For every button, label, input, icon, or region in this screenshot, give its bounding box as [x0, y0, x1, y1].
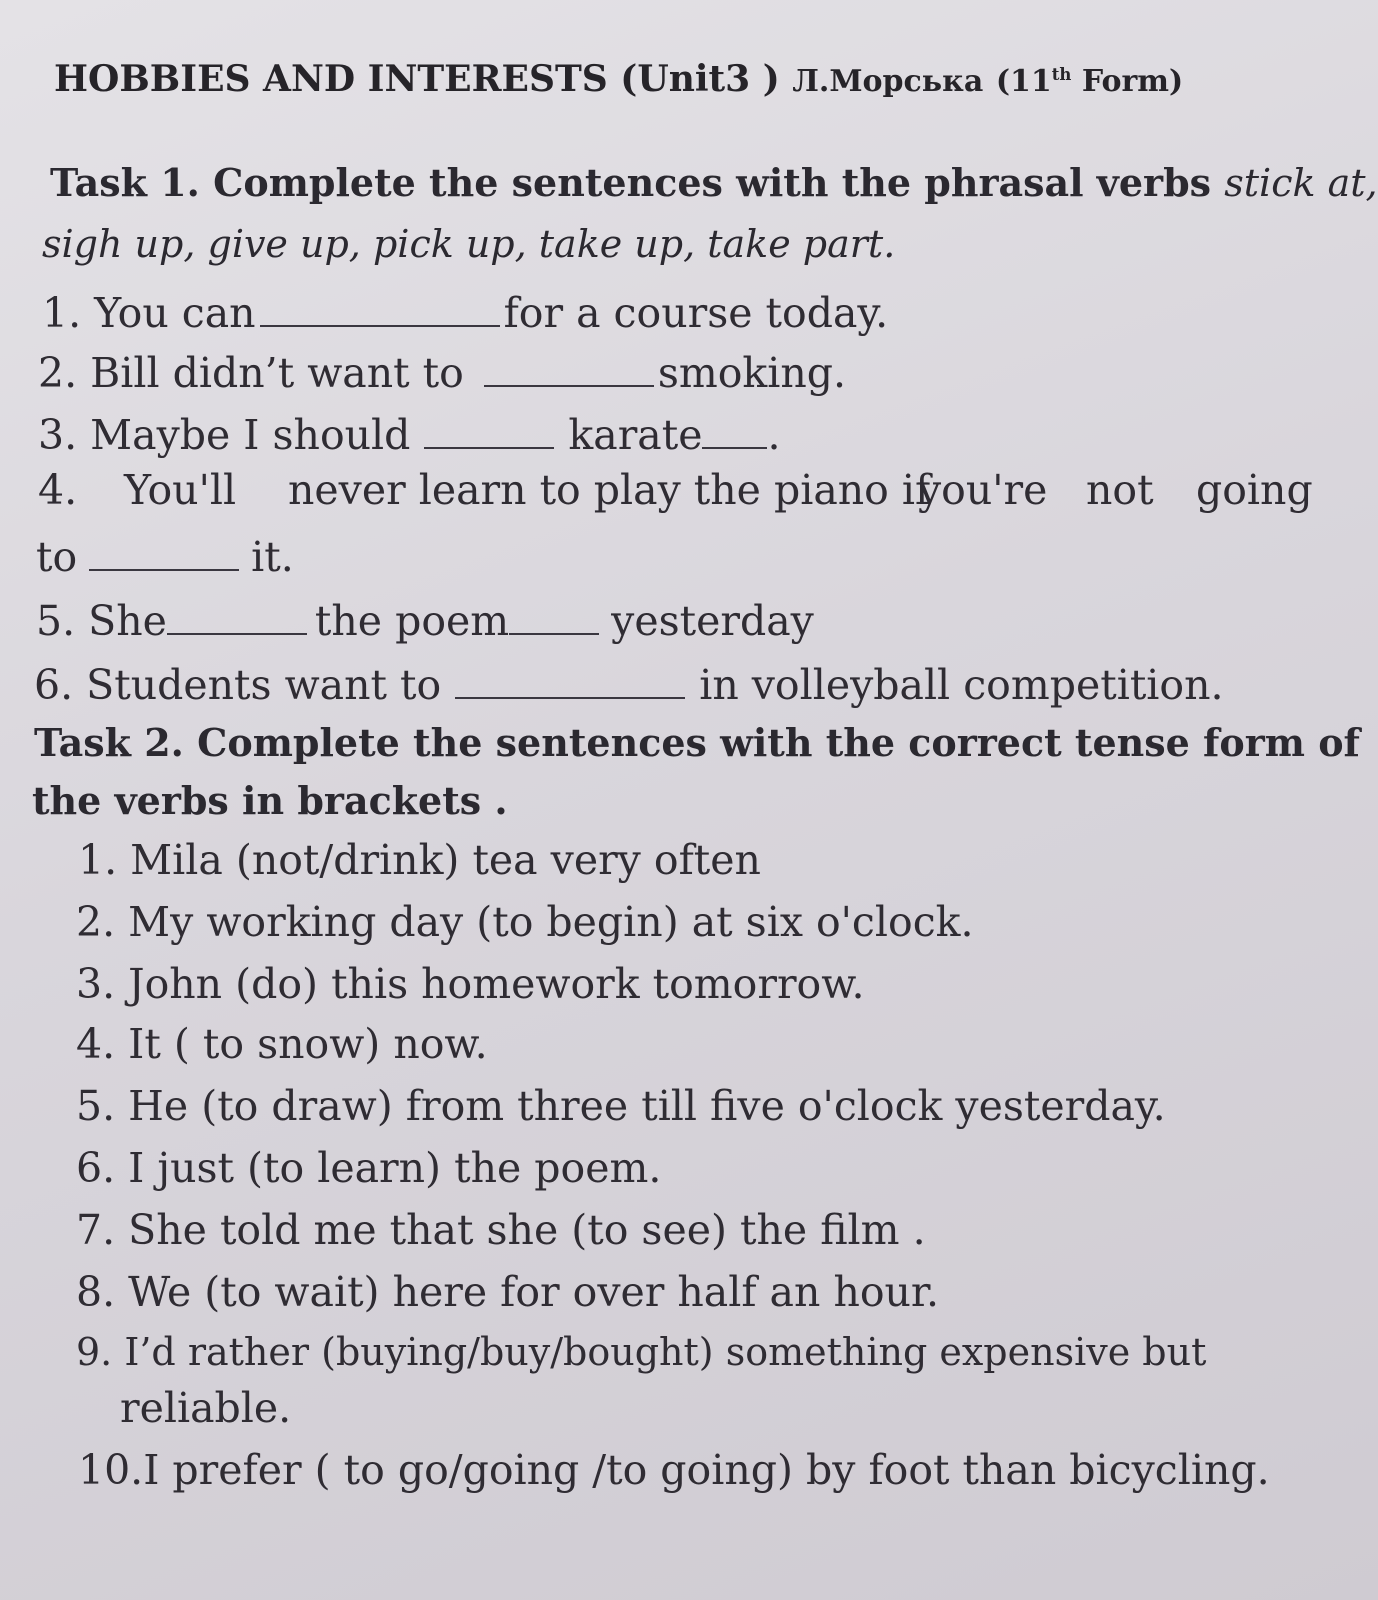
s3-part-b: karate	[568, 411, 703, 460]
s4-part-b: You'll	[124, 466, 237, 514]
task1-sentence-5	[36, 590, 814, 645]
s4-part-d: you're	[918, 466, 1048, 514]
s1-part-a: 1. You can	[42, 289, 256, 338]
task1-sentence-4	[38, 466, 1313, 514]
task2-item: 10.I prefer ( to go/going /to going) by foot than bicycling.	[78, 1446, 1270, 1494]
task1-sentence-4-cont	[36, 526, 294, 581]
task2-item: 2. My working day (to begin) at six o'clock.	[76, 898, 974, 946]
s5-part-a: 5. She	[36, 597, 167, 646]
task1-sentence-1	[42, 282, 888, 337]
task1-sentence-6	[34, 654, 1224, 709]
s2-part-a: 2. Bill didn’t want to	[38, 349, 464, 398]
task2-item: 5. He (to draw) from three till five o'clock yesterday.	[76, 1082, 1166, 1130]
task2-heading-1: Task 2. Complete the sentences with the correct tense form of	[34, 720, 1360, 765]
form-open: (11	[995, 64, 1052, 99]
s3-part-c: .	[767, 411, 781, 460]
task1-verbs-1: stick at,	[1224, 161, 1378, 205]
page-title	[54, 58, 1183, 100]
s5-blank-1	[167, 590, 307, 635]
s6-blank	[455, 654, 685, 699]
s3-part-a: 3. Maybe I should	[38, 411, 411, 460]
s1-blank	[260, 282, 500, 327]
s6-part-b: in volleyball competition.	[699, 661, 1224, 710]
s2-blank	[484, 342, 654, 387]
task1-sentence-2	[38, 342, 846, 397]
task1-sentence-3	[38, 404, 781, 459]
s4-part-f: going	[1196, 466, 1313, 514]
s5-part-b: the poem	[314, 597, 510, 646]
form-sup: th	[1051, 65, 1072, 84]
s4-part-a: 4.	[38, 466, 78, 514]
s4-blank	[89, 526, 239, 571]
task2-item-cont: reliable.	[120, 1384, 292, 1432]
task1-verbs-2: sigh up, give up, pick up, take up, take part.	[42, 222, 896, 266]
task2-item: 8. We (to wait) here for over half an hour.	[76, 1268, 940, 1316]
author-text: Л.Морська	[792, 64, 984, 99]
task2-item: 1. Mila (not/drink) tea very often	[78, 836, 761, 884]
s4-part-g: to	[36, 533, 78, 582]
form-close: Form)	[1071, 64, 1184, 99]
task1-heading	[50, 160, 1378, 205]
s4-part-c: never learn to play the piano if	[288, 466, 931, 514]
task2-item: 6. I just (to learn) the poem.	[76, 1144, 662, 1192]
s4-part-e: not	[1086, 466, 1154, 514]
task2-item: 4. It ( to snow) now.	[76, 1020, 488, 1068]
s2-part-b: smoking.	[657, 349, 847, 398]
s3-blank-1	[424, 404, 554, 449]
s5-part-c: yesterday	[611, 597, 814, 646]
task2-heading-2: the verbs in brackets .	[32, 778, 508, 823]
s3-blank-2	[702, 404, 767, 449]
title-text: HOBBIES AND INTERESTS (Unit3 )	[54, 58, 780, 100]
s4-part-h: it.	[251, 533, 294, 582]
form-label	[996, 64, 1183, 99]
s1-part-b: for a course today.	[503, 289, 889, 338]
task2-item: 9. I’d rather (buying/buy/bought) something expensive but	[76, 1330, 1207, 1374]
s5-blank-2	[509, 590, 599, 635]
task2-item: 7. She told me that she (to see) the film .	[76, 1206, 926, 1254]
task1-heading-text: Task 1. Complete the sentences with the phrasal verbs	[50, 160, 1212, 205]
s6-part-a: 6. Students want to	[34, 661, 442, 710]
task2-item: 3. John (do) this homework tomorrow.	[76, 960, 865, 1008]
